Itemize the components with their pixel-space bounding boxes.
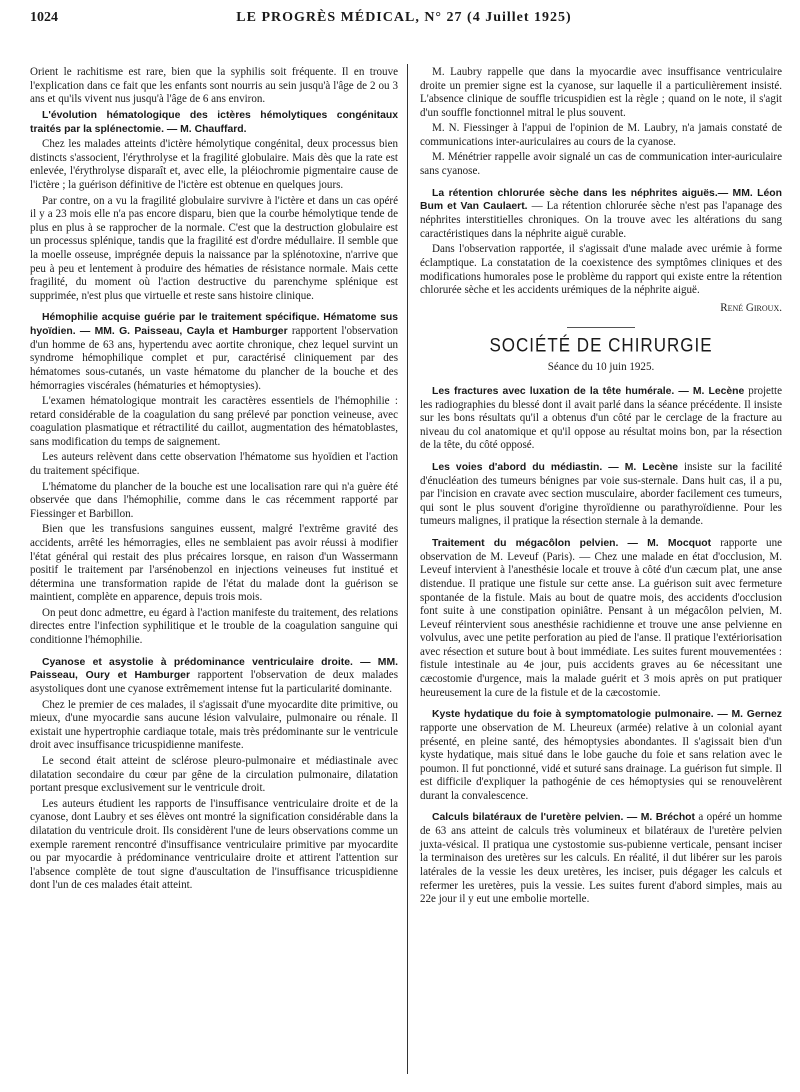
paragraph: rapportent l'observation d'un homme de 63 ans, hypertendu avec aortite chronique, chez lequel survint un syndrome hémophilique complet et pur, caractérisé cliniquement par des hématomes sous-cutanés, un vaste hématome du plancher de la bouche et des hémorragies viscérales (hématuries et hémoptysies). [30, 325, 399, 392]
article-heading: Kyste hydatique du foie à symptomatologie pulmonaire. — M. Gernez [432, 709, 782, 721]
article-heading: Cyanose et asystolie à prédominance ventriculaire droite. — MM. Paisseau, Oury et Hamburger [30, 656, 398, 682]
column-divider [407, 64, 408, 1074]
paragraph: Chez le premier de ces malades, il s'agissait d'une myocardite dite primitive, ou mieux, d'une myocardie sans aucune lésion valvulaire, pulmonaire ou rénale. Il existait une hypertrophie cardiaque totale, mais très prédominante sur le ventricule droit avec insuffisance tricuspidienne manifeste. [30, 698, 398, 752]
section-rule [567, 327, 635, 328]
paragraph: rapportent l'observation de deux malades asystoliques dont une cyanose extrêmement intense fut la particularité dominante. [30, 669, 399, 696]
page-header [30, 8, 778, 30]
author-signature: René Giroux. [720, 301, 782, 314]
paragraph: Dans l'observation rapportée, il s'agissait d'une malade avec urémie à forme éclamptique. La constatation de la coexistence des symptômes cliniques et des modifications humorales pose le problème du rapport qui existe entre la rétention chlorurée sèche et les accidents urémiques de la néphrite aiguë. [420, 243, 782, 297]
article-cyanose [30, 656, 398, 697]
paragraph: L'examen hématologique montrait les caractères essentiels de l'hémophilie : retard considérable de la coagulation du sang prélevé par ponction veineuse, avec coagulation plasmatique et rétractilité du caillot, augmentation des hématoblastes, sans modification du temps de saignement. [30, 395, 398, 448]
paragraph: L'hématome du plancher de la bouche est une localisation rare qui n'a guère été observée que dans l'hémophilie, comme dans le cas récemment rapporté par Fiessinger et Barbillon. [30, 480, 398, 520]
article-heading: Traitement du mégacôlon pelvien. — M. Mocquot [432, 537, 712, 549]
page-number: 1024 [30, 10, 58, 25]
paragraph: insiste sur la facilité d'énucléation des tumeurs bénignes par voie sus-sternale. Dans huit cas, il a pu, par l'incision en cravate avec section musculaire, aborder facilement ces tumeurs, qui sont le plus souvent d'origine thyroïdienne ou parathyroïdienne. Pour les tumeurs malignes, il pratique la résection sternale à la demande. [420, 460, 782, 528]
article-calculs [420, 811, 782, 906]
paragraph: Chez les malades atteints d'ictère hémolytique congénital, deux processus bien distincts s'associent, l'érythrolyse et la fragilité globulaire. Mais dès que la rate est enlevée, l'érythrolyse disparaît et, avec elle, la pléiochromie pigmentaire cause de l'ictère ; la guérison définitive de l'ictère est obtenue en quelques jours. [30, 138, 398, 192]
paragraph: a opéré un homme de 63 ans atteint de calculs très volumineux et bilatéraux de l'uretère pelvien juxta-vésical. Il pratiqua une cystostomie sus-pubienne verticale, pensant inciser la terminaison des uretères sur les calculs. En réalité, il dut libérer sur les parois latérales de la vessie les deux uretères, les inciser, puis dégager les calculs et refermer les uretères, puis la vessie. Les suites furent d'abord simples, mais au 22e jour il y eut une embolie mortelle. [420, 811, 783, 906]
right-column [420, 66, 782, 909]
paragraph: rapporte une observation de M. Lheureux (armée) relative à un colonial ayant présenté, en pleine santé, des hémoptysies abondantes. Il s'agissait bien d'un kyste hydatique, mais situé dans le lobe gauche du foie et sans relation avec le poumon. Il fut ponctionné, vidé et suturé sans drainage. La guérison fut simple. Il est difficile d'expliquer la pathogénie de ces hémoptysies qui se renouvelèrent durant la convalescence. [420, 721, 782, 802]
paragraph: On peut donc admettre, eu égard à l'action manifeste du traitement, des relations directes entre l'infection syphilitique et le trouble de la coagulation sanguine qui conditionne l'hémophilie. [30, 606, 398, 646]
article-heading: Les fractures avec luxation de la tête humérale. — M. Lecène [432, 385, 745, 397]
article-kyste [420, 708, 782, 803]
paragraph: Bien que les transfusions sanguines eussent, malgré l'extrême gravité des accidents, arrêté les hémorragies, elles ne semblaient pas avoir réussi à modifier l'état général qui restait des plus précaires lorsque, en raison d'un Wassermann positif le traitement par l'arsénobenzol en injections veineuses fut institué et détermina une transformation rapide de l'état du malade dont la guérison se maintient, complète en apparence, depuis trois mois. [30, 523, 398, 604]
article-heading: L'évolution hématologique des ictères hémolytiques congénitaux traités par la splénectomie. — M. Chauffard. [30, 109, 398, 135]
article-heading: Hémophilie acquise guérie par le traitement spécifique. Hématome sus hyoïdien. — MM. G. Paisseau, Cayla et Hamburger [30, 312, 398, 338]
society-title: SOCIÉTÉ DE CHIRURGIE [489, 334, 713, 357]
article-fractures [420, 385, 782, 453]
paragraph: Par contre, on a vu la fragilité globulaire survivre à l'ictère et dans un cas opéré il y a 23 mois elle n'a pas encore disparu, bien que la courbe hémolytique tende de plus en plus à se rapprocher de la normale. C'est que la destruction globulaire est un processus splénique, tandis que la fragilité est d'ordre médullaire. Il semble que la moelle osseuse, imprégnée depuis la naissance par la splénotoxine, n'arrive que peu à peu et lentement à produire des hématies de résistance normale. Mais cette fragilité, du moment où l'action destructive du parenchyme splénique est supprimée, n'est plus que virtuelle et reste sans histoire clinique. [30, 194, 398, 302]
paragraph: M. N. Fiessinger à l'appui de l'opinion de M. Laubry, n'a jamais constaté de communications inter-auriculaires au cours de la cyanose. [420, 122, 782, 148]
paragraph: Orient le rachitisme est rare, bien que la syphilis soit fréquente. Il en trouve l'explication dans ce fait que les enfants sont nourris au sein jusqu'à l'âge de 2 ou 3 ans et qu'ils vivent nus jusqu'à l'âge de 6 ans environ. [30, 66, 398, 106]
left-column [30, 66, 398, 895]
article-megacolon [420, 537, 782, 700]
paragraph: — La rétention chlorurée sèche n'est pas l'apanage des néphrites interstitielles chroniques. On la trouve avec les altérations du sang caractéristiques dans la néphrite aiguë curable. [420, 200, 783, 240]
paragraph: Le second était atteint de sclérose pleuro-pulmonaire et médiastinale avec dilatation secondaire du cœur par gêne de la circulation pulmonaire, dilatation portant presque exclusivement sur le ventricule droit. [30, 755, 398, 795]
session-date: Séance du 10 juin 1925. [547, 361, 655, 374]
article-heading: La rétention chlorurée sèche dans les néphrites aiguës.— MM. Léon Bum et Van Caulaert. [420, 187, 782, 213]
paragraph: Les auteurs relèvent dans cette observation l'hématome sus hyoïdien et l'action du traitement spécifique. [30, 451, 398, 478]
article-hemophilie [30, 311, 398, 393]
article-retention [420, 187, 782, 242]
paragraph: projette les radiographies du blessé dont il avait parlé dans la séance précédente. Il insiste sur les bons résultats qu'il a obtenus d'un côté par le cerclage de la fracture au niveau du col anatomique et qu'il oppose au résultat moins bon, par la résection de la tête, du côté opposé. [420, 384, 782, 452]
paragraph: M. Ménétrier rappelle avoir signalé un cas de communication inter-auriculaire sans cyanose. [420, 151, 782, 178]
journal-title: LE PROGRÈS MÉDICAL, N° 27 (4 Juillet 1925) [236, 10, 572, 25]
article-mediastin [420, 461, 782, 529]
article-heading: Calculs bilatéraux de l'uretère pelvien. — M. Bréchot [432, 812, 695, 824]
paragraph: rapporte une observation de M. Leveuf (Paris). — Chez une malade en état d'occlusion, M. Leveuf intervient à l'anesthésie locale et trouve à côté d'un cæcum plat, une anse distendue. Il pratique une fistule sur cette anse. La guérison suit avec fermeture spontanée de la fistule. Mais au bout de quatre mois, des accidents d'occlusion font suite à une constipation opiniâtre. Pensant à un mégacôlon pelvien, M. Leveuf réintervient sous anesthésie rachidienne et trouve une anse pelvienne en volvulus, avec une petite perforation au pied de l'anse. Il pratique l'extériorisation avec résection et suture bout à bout immédiate. Les suites furent mouvementées : fistule intestinale au 4e jour, puis accidents graves au 6e nécessitant une cæcostomie d'urgence, mais la malade guérit et 3 mois après on put pratiquer heureusement la cure de la fistule et de la cæcostomie. [420, 536, 783, 699]
paragraph: Les auteurs étudient les rapports de l'insuffisance ventriculaire droite et de la cyanose, dont Laubry et ses élèves ont montré la signification considérable dans la dilatation du ventricule droit. Ils considèrent l'une de leurs observations comme un exemple rarement rencontré d'insuffisance ventriculaire primitive par myocardite ou par myocardie à prédominance ventriculaire droite et attirent l'attention sur l'absence complète de tout signe d'auscultation de l'insuffisance tricuspidienne dont l'un de ces malades était atteint. [30, 797, 398, 892]
article-rachitisme [30, 109, 398, 137]
article-heading: Les voies d'abord du médiastin. — M. Lecène [432, 461, 679, 473]
paragraph: M. Laubry rappelle que dans la myocardie avec insuffisance ventriculaire droite un premier signe est la cyanose, sur laquelle il a particulièrement insisté. L'absence clinique de souffle tricuspidien est la règle ; quand on le note, il s'agit d'un souffle fonctionnel mitral le plus souvent. [420, 66, 782, 119]
